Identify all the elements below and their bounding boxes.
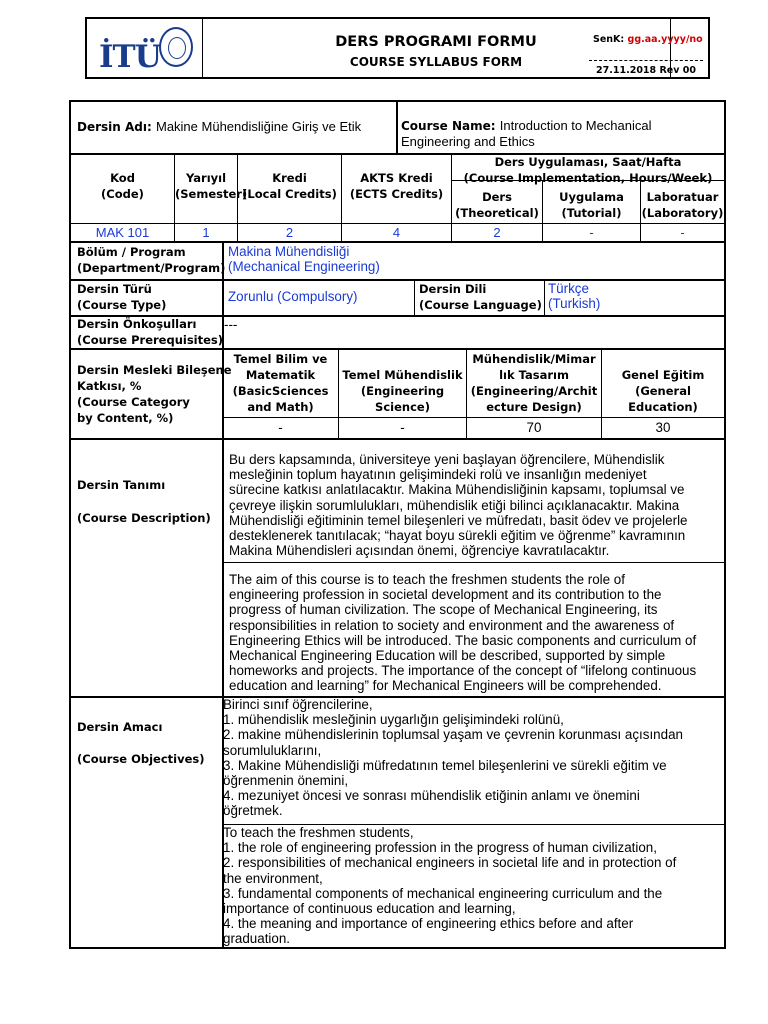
senk-line: SenK: gg.aa.yyyy/no [593,34,703,45]
department-value: Makina Mühendisliği (Mechanical Engineering) [228,244,380,274]
form-title-tr: DERS PROGRAMI FORMU [335,34,537,50]
engineering-science-value: - [400,420,405,435]
department-label: Bölüm / Program (Department/Program) [77,245,226,275]
divider [71,279,724,281]
divider [71,438,724,440]
laboratory-value: - [680,225,685,240]
engineering-design-header: Mühendislik/Mimar lık Tasarım (Engineering/Archit ecture Design) [470,352,598,414]
semester-header: Yarıyıl (Semester) [175,171,248,201]
course-name-en: Introduction to Mechanical [499,118,652,133]
objectives-label-en: (Course Objectives) [77,752,205,766]
objectives-en: To teach the freshmen students, 1. the role of engineering profession in the progress of human civilization, 2. responsibilities of mechanical engineers in societal life and in protection of the environment, 3. fundamental components of mechanical engineering curriculum and the importance of continuous education and learning, 4. the meaning and importance of engineering ethics before and after graduation. [223,825,677,947]
divider [396,102,398,154]
course-code: MAK 101 [95,225,150,240]
local-credits-value: 2 [285,225,294,240]
logo-text: İTÜ [99,39,161,75]
prerequisites-label: Dersin Önkoşulları (Course Prerequisites) [77,317,224,347]
description-label: Dersin Tanımı [77,478,166,492]
senk-value: gg.aa.yyyy/no [627,34,703,45]
basic-sciences-header: Temel Bilim ve Matematik (BasicSciences and Math) [232,352,329,414]
implementation-header: Ders Uygulaması, Saat/Hafta (Course Implementation, Hours/Week) [463,155,713,185]
divider [222,562,724,563]
code-header: Kod (Code) [101,171,144,201]
theoretical-header: Ders (Theoretical) [455,190,539,220]
description-tr: Bu ders kapsamında, üniversiteye yeni başlayan öğrencilere, Mühendislik mesleğinin toplum hayatının gelişimindeki rolü ve insanlığın medeniyet sürecine katkısı anlatılacaktır. Makina Mühendisliğinin kapsamı, toplumsal ve çevreye ilişkin sorumlulukları, mühendislik etiği bilinci açıklanacaktır. Makina Mühendisliği eğitiminin temel bileşenleri ve müfredatı, basit ödev ve projelerle desteklenerek tanıtılacak; “hayat boyu sürekli eğitim ve öğrenme” kavramının Makina Mühendisleri açısından önemi, öğrenciye kavratılacaktır. [229,452,688,559]
local-credits-header: Kredi (Local Credits) [242,171,337,201]
description-en: The aim of this course is to teach the freshmen students the role of engineering profession in societal development and its contribution to the progress of human civilization. The scope of Mechanical Engineering, its responsibilities in relation to society and environment and the awareness of Engineering Ethics will be introduced. The basic components and curriculum of Mechanical Engineering Education will be described, supported by simple homeworks and projects. The importance of the concept of “lifelong continuous education and learning” for Mechanical Engineers will be comprehended. [229,572,697,694]
course-name-en-2: Engineering and Ethics [401,134,535,149]
divider [71,241,724,243]
tutorial-value: - [589,225,594,240]
course-type-value: Zorunlu (Compulsory) [228,289,358,304]
form-title-en: COURSE SYLLABUS FORM [349,55,523,69]
divider [414,280,415,316]
course-name-tr: Makine Mühendisliğine Giriş ve Etik [155,119,362,134]
course-name-row [77,119,361,135]
course-language-label: Dersin Dili (Course Language) [419,282,542,312]
syllabus-table [69,100,726,949]
description-label-en: (Course Description) [77,511,211,525]
category-label: Dersin Mesleki Bileşene Katkısı, % (Course Category by Content, %) [77,363,232,425]
engineering-science-header: Temel Mühendislik (Engineering Science) [342,368,463,414]
course-language-value: Türkçe (Turkish) [548,281,601,311]
itu-logo [87,19,203,77]
revision-date: 27.11.2018 Rev 00 [596,65,696,76]
course-type-label: Dersin Türü (Course Type) [77,282,167,312]
course-name-en-label: Course Name: [401,119,496,133]
tutorial-header: Uygulama (Tutorial) [559,190,624,220]
divider [544,280,545,316]
university-seal-icon [159,27,193,67]
divider [71,348,724,350]
engineering-design-value: 70 [526,420,542,435]
ects-header: AKTS Kredi (ECTS Credits) [349,171,444,201]
prerequisites-value: --- [224,317,238,332]
ects-value: 4 [392,225,401,240]
revision-block [583,17,710,79]
divider [71,223,724,224]
objectives-tr: Birinci sınıf öğrencilerine, 1. mühendislik mesleğinin uygarlığın gelişimindeki rolünü, 2. makine mühendislerinin toplumsal yaşam ve çevrenin korunması açısından sorumluluklarını, 3. Makine Mühendisliği müfredatının temel bileşenlerini ve sürekli eğitim ve öğrenmenin önemini, 4. mezuniyet öncesi ve sonrası mühendislik etiğinin anlamı ve önemini öğretmek. [223,697,683,819]
course-name-en-row [401,118,721,150]
objectives-label: Dersin Amacı [77,720,163,734]
course-name-label: Dersin Adı: [77,120,152,134]
general-education-value: 30 [655,420,671,435]
semester-value: 1 [202,225,210,240]
divider [589,60,703,61]
general-education-header: Genel Eğitim (General Education) [621,368,705,414]
divider [222,417,724,418]
basic-sciences-value: - [278,420,283,435]
laboratory-header: Laboratuar (Laboratory) [641,190,724,220]
theoretical-value: 2 [493,225,501,240]
